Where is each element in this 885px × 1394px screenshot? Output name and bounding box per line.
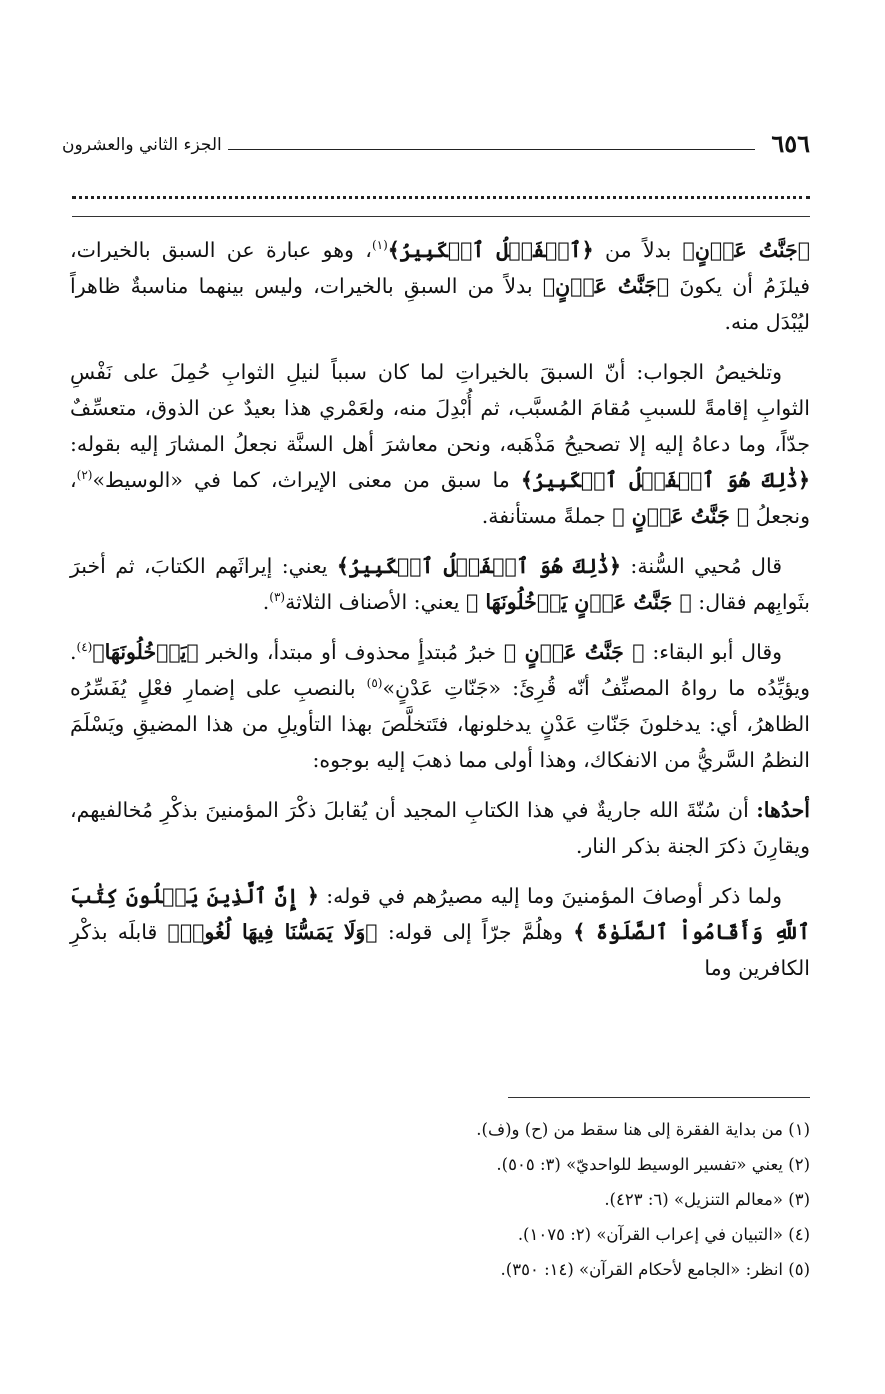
- text-run: . ويؤيِّدُه ما رواهُ المصنِّفُ أنّه قُرِئَ: «جَنّاتِ عَدْنٍ»: [70, 640, 810, 700]
- text-run: .: [262, 590, 270, 614]
- part-title: الجزء الثاني والعشرون: [62, 135, 222, 155]
- quran-quote: ﴿جَنَّتُ عَدۡنٍ﴾: [542, 274, 670, 298]
- text-run: ، ونجعلُ: [70, 468, 810, 528]
- paragraph-2: [70, 354, 810, 534]
- footnote-5: (٥) انظر: «الجامع لأحكام القرآن» (١٤: ٣٥٠).: [500, 1260, 810, 1279]
- footnote-ref[interactable]: (٤): [76, 640, 93, 655]
- text-run: بالنصبِ على إضمارِ فعْلٍ يُفَسِّرُه الظاهرُ، أي: يدخلونَ جَنّاتِ عَدْنٍ يدخلونها، فتَتخلَّصَ بهذا التأويلِ من هذا المضيقِ ويَسْلَمَ النظمُ السَّريُّ من الانفكاك، وهذا أولى مما ذهبَ إليه بوجوه:: [70, 676, 810, 772]
- footnote-ref[interactable]: (٣): [269, 590, 286, 605]
- page-number: ٦٥٦: [771, 129, 810, 158]
- header-rule: [228, 149, 756, 150]
- quran-quote: ﴿ جَنَّتُ عَدۡنٍ ﴾: [612, 504, 750, 528]
- text-run: يعني: الأصناف الثلاثة: [285, 590, 466, 614]
- footnote-2: (٢) يعني «تفسير الوسيط للواحديّ» (٣: ٥٠٥).: [496, 1155, 810, 1174]
- text-run: وهلُمَّ جرّاً إلى قوله:: [377, 920, 574, 944]
- quran-quote: ﴿ذَٰلِكَ هُوَ ٱلۡفَضۡلُ ٱلۡكَبِيرُ﴾: [520, 468, 810, 492]
- text-run: ولما ذكر أوصافَ المؤمنينَ وما إليه مصيرُهم في قوله:: [318, 884, 783, 908]
- quran-quote: ﴿ إِنَّ ٱلَّذِينَ يَتۡلُونَ كِتَٰبَ ٱللَّهِ وَأَقَامُواْ ٱلصَّلَوٰةَ ﴾: [70, 884, 810, 944]
- quran-quote: ﴿جَنَّتُ عَدۡنٍ﴾: [682, 238, 810, 262]
- text-top-rule: [72, 216, 810, 217]
- dotted-separator: [72, 196, 810, 199]
- footnote-1: (١) من بداية الفقرة إلى هنا سقط من (ح) و(ف).: [476, 1120, 810, 1139]
- point-label: أحدُها:: [756, 798, 810, 822]
- quran-quote: ﴿ جَنَّتُ عَدۡنٍ يَدۡخُلُونَهَا ﴾: [465, 590, 692, 614]
- paragraph-4: [70, 634, 810, 778]
- footnote-ref[interactable]: (٢): [76, 468, 93, 483]
- footnote-3: (٣) «معالم التنزيل» (٦: ٤٢٣).: [604, 1190, 810, 1209]
- text-run: ما سبق من معنى الإيراث، كما في «الوسيط»: [92, 468, 521, 492]
- paragraph-1: [70, 232, 810, 340]
- footnote-4: (٤) «التبيان في إعراب القرآن» (٢: ١٠٧٥).: [517, 1225, 810, 1244]
- text-run: جملةً مستأنفة.: [481, 504, 613, 528]
- text-run: ، وهو عبارة عن السبق بالخيرات، فيلزَمُ أن يكونَ: [70, 238, 811, 298]
- footnotes: [250, 1112, 810, 1287]
- text-run: وقال أبو البقاء:: [644, 640, 783, 664]
- quran-quote: ﴿يَدۡخُلُونَهَا﴾: [92, 640, 199, 664]
- paragraph-6: [70, 878, 810, 986]
- quran-quote: ﴿ذَٰلِكَ هُوَ ٱلۡفَضۡلُ ٱلۡكَبِيرُ﴾: [336, 554, 621, 578]
- footnote-ref[interactable]: (١): [371, 238, 388, 253]
- text-run: قابلَه بذكْرِ الكافرين وما: [70, 920, 810, 980]
- quran-quote: ﴿ٱلۡفَضۡلُ ٱلۡكَبِيرُ﴾: [387, 238, 594, 262]
- text-run: يعني: إيراثَهم الكتابَ، ثم أخبرَ بثَوابِهم فقال:: [70, 554, 810, 614]
- main-text: [70, 232, 810, 1000]
- quran-quote: ﴿ جَنَّتُ عَدۡنٍ ﴾: [503, 640, 645, 664]
- text-run: وتلخيصُ الجواب: أنّ السبقَ بالخيراتِ لما كان سبباً لنيلِ الثوابِ حُمِلَ على نَفْسِ الثوابِ إقامةً للسببِ مُقامَ المُسبَّب، ثم أُبْدِلَ منه، ولعَمْري هذا بعيدٌ عن الذوق، متعسِّفٌ جدّاً، وما دعاهُ إليه إلا تصحيحُ مَذْهَبه، ونحن معاشرَ أهل السنَّة نجعلُ المشارَ إليه بقوله:: [70, 360, 810, 456]
- quran-quote: ﴿وَلَا يَمَسُّنَا فِيهَا لُغُوبٞ﴾: [167, 920, 378, 944]
- text-run: أن سُنّةَ الله جاريةٌ في هذا الكتابِ المجيد أن يُقابلَ ذكْرَ المؤمنينَ بذكْرِ مُخالفيهم، ويقارِنَ ذكرَ الجنة بذكر النار.: [70, 798, 810, 858]
- running-head: [62, 116, 810, 156]
- footnote-rule: [508, 1097, 810, 1098]
- paragraph-5: [70, 792, 810, 864]
- text-run: قال مُحيي السُّنة:: [621, 554, 782, 578]
- footnote-ref[interactable]: (٥): [366, 676, 383, 691]
- text-run: خبرُ مُبتدأٍ محذوف أو مبتدأ، والخبر: [198, 640, 504, 664]
- paragraph-3: [70, 548, 810, 620]
- text-run: بدلاً من السبقِ بالخيرات، وليس بينهما مناسبةٌ ظاهراً ليُبْدَل منه.: [70, 274, 810, 334]
- text-run: بدلاً من: [593, 238, 683, 262]
